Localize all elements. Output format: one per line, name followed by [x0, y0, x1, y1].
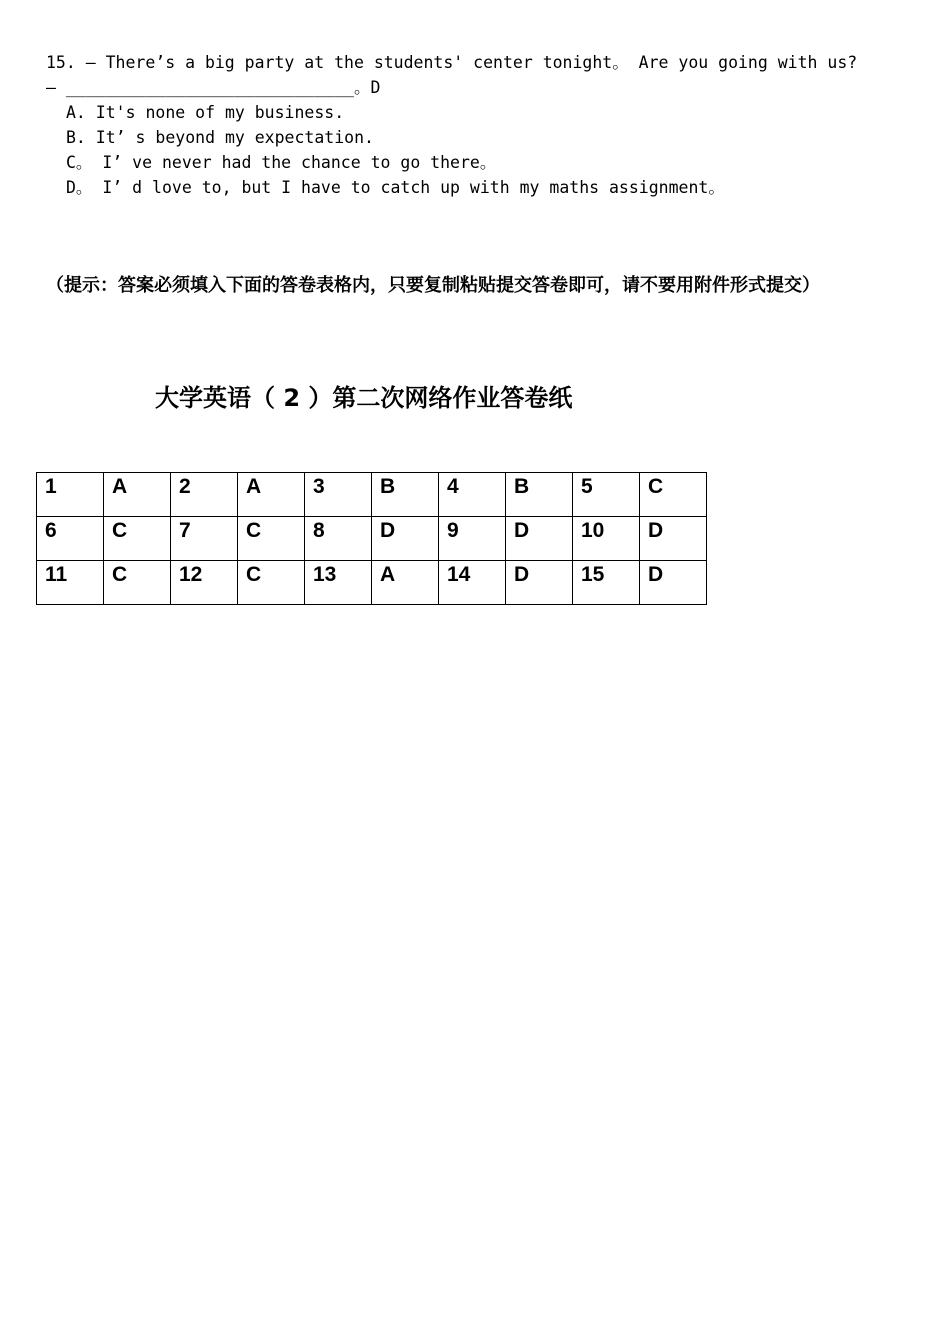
answer-blank-line: — _____________________________。D — [46, 78, 381, 97]
question-number-cell: 5 — [573, 473, 640, 517]
answer-cell: D — [506, 561, 573, 605]
answer-cell: D — [640, 517, 707, 561]
question-number-cell: 12 — [171, 561, 238, 605]
answer-cell: A — [372, 561, 439, 605]
question-number-cell: 9 — [439, 517, 506, 561]
option-c: C。 I’ ve never had the chance to go there。 — [66, 153, 497, 172]
answer-table — [36, 472, 707, 605]
answer-sheet-title: 大学英语（ 2 ）第二次网络作业答卷纸 — [155, 384, 573, 412]
question-15 — [46, 50, 908, 200]
table-row — [37, 517, 707, 561]
option-b: B. It’ s beyond my expectation. — [66, 128, 374, 147]
question-number-cell: 14 — [439, 561, 506, 605]
answer-cell: C — [238, 561, 305, 605]
question-number-cell: 1 — [37, 473, 104, 517]
question-number-cell: 3 — [305, 473, 372, 517]
question-stem: 15. — There’s a big party at the students' center tonight。 Are you going with us? — [46, 53, 858, 72]
question-number-cell: 11 — [37, 561, 104, 605]
question-number-cell: 6 — [37, 517, 104, 561]
answer-cell: C — [104, 517, 171, 561]
submission-hint: （提示：答案必须填入下面的答卷表格内，只要复制粘贴提交答卷即可，请不要用附件形式提交） — [46, 275, 820, 296]
answer-cell: D — [506, 517, 573, 561]
question-number-cell: 4 — [439, 473, 506, 517]
option-d: D。 I’ d love to, but I have to catch up with my maths assignment。 — [66, 178, 725, 197]
answer-cell: C — [238, 517, 305, 561]
table-row — [37, 561, 707, 605]
answer-cell: A — [238, 473, 305, 517]
answer-cell: D — [640, 561, 707, 605]
option-a: A. It's none of my business. — [66, 103, 345, 122]
table-row — [37, 473, 707, 517]
answer-cell: B — [506, 473, 573, 517]
question-number-cell: 15 — [573, 561, 640, 605]
question-number-cell: 10 — [573, 517, 640, 561]
question-number-cell: 2 — [171, 473, 238, 517]
answer-cell: D — [372, 517, 439, 561]
question-number-cell: 7 — [171, 517, 238, 561]
answer-cell: C — [640, 473, 707, 517]
question-number-cell: 8 — [305, 517, 372, 561]
answer-cell: B — [372, 473, 439, 517]
answer-cell: C — [104, 561, 171, 605]
answer-cell: A — [104, 473, 171, 517]
question-number-cell: 13 — [305, 561, 372, 605]
